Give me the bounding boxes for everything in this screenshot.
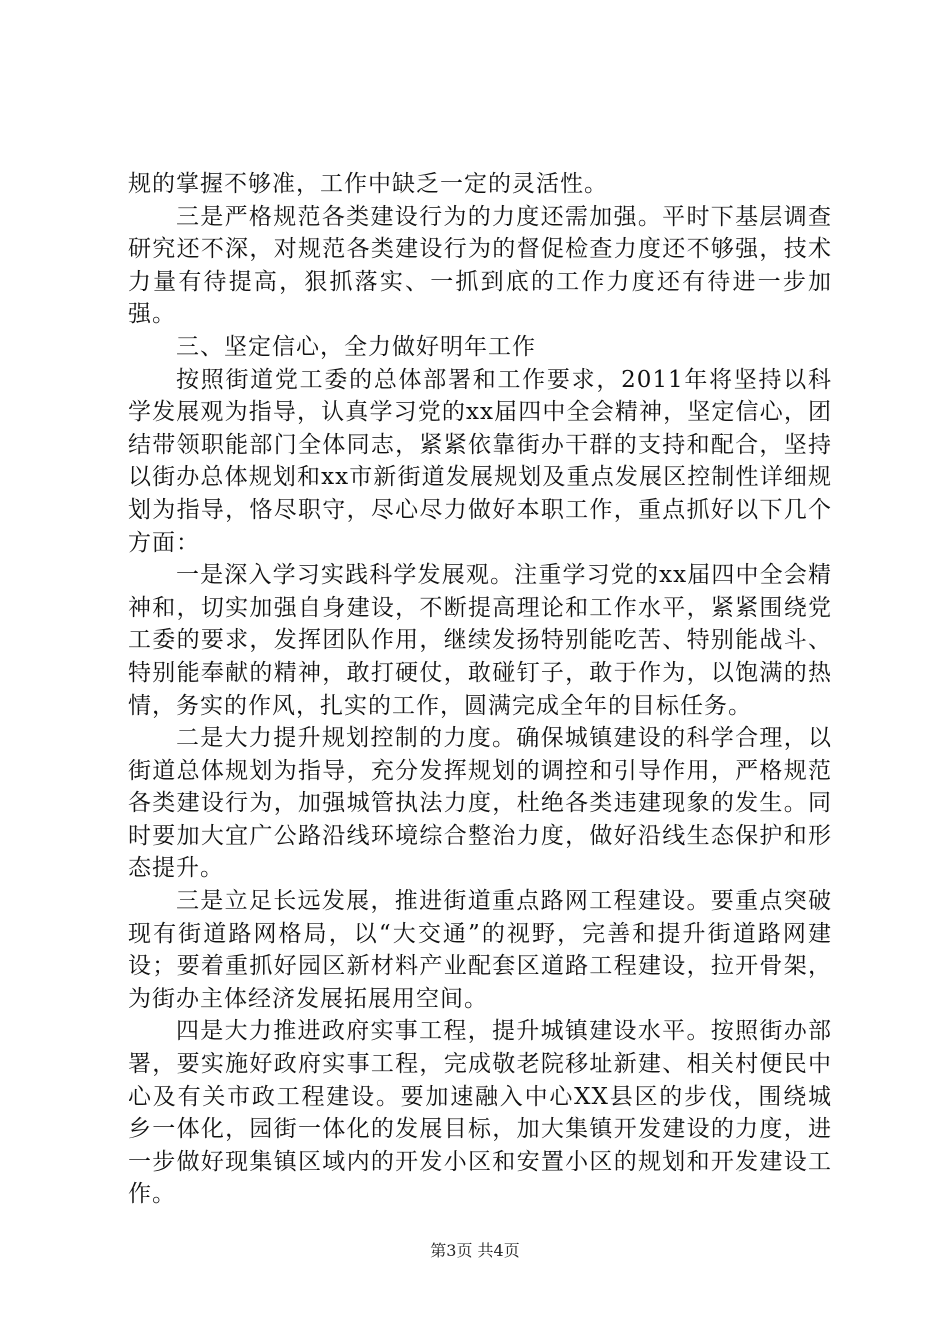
paragraph-point-four: 四是大力推进政府实事工程，提升城镇建设水平。按照街办部署，要实施好政府实事工程，完成敬老院移址新建、相关村便民中心及有关市政工程建设。要加速融入中心XX县区的步伐，围绕城乡一体化，园街一体化的发展目标，加大集镇开发建设的力度，进一步做好现集镇区域内的开发小区和安置小区的规划和开发建设工作。 bbox=[128, 1018, 832, 1208]
paragraph-issue-three: 三是严格规范各类建设行为的力度还需加强。平时下基层调查研究还不深，对规范各类建设行为的督促检查力度还不够强，技术力量有待提高，狠抓落实、一抓到底的工作力度还有待进一步加强。 bbox=[128, 203, 832, 328]
document-body bbox=[128, 168, 832, 1211]
paragraph-point-one: 一是深入学习实践科学发展观。注重学习党的xx届四中全会精神和，切实加强自身建设，不断提高理论和工作水平，紧紧围绕党工委的要求，发挥团队作用，继续发扬特别能吃苦、特别能战斗、特别能奉献的精神，敢打硬仗，敢碰钉子，敢于作为，以饱满的热情，务实的作风，扎实的工作，圆满完成全年的目标任务。 bbox=[128, 562, 832, 719]
paragraph-point-two: 二是大力提升规划控制的力度。确保城镇建设的科学合理，以街道总体规划为指导，充分发挥规划的调控和引导作用，严格规范各类建设行为，加强城管执法力度，杜绝各类违建现象的发生。同时要加大宜广公路沿线环境综合整治力度，做好沿线生态保护和形态提升。 bbox=[128, 725, 832, 882]
page-footer: 第3页 共4页 bbox=[430, 1241, 520, 1260]
paragraph-continuation: 规的掌握不够准，工作中缺乏一定的灵活性。 bbox=[128, 171, 608, 197]
paragraph-plan-intro: 按照街道党工委的总体部署和工作要求，2011年将坚持以科学发展观为指导，认真学习党的xx届四中全会精神，坚定信心，团结带领职能部门全体同志，紧紧依靠街办干群的支持和配合，坚持以街办总体规划和xx市新街道发展规划及重点发展区控制性详细规划为指导，恪尽职守，尽心尽力做好本职工作，重点抓好以下几个方面： bbox=[128, 366, 832, 556]
section-heading: 三、坚定信心，全力做好明年工作 bbox=[176, 333, 536, 360]
paragraph-point-three: 三是立足长远发展，推进街道重点路网工程建设。要重点突破现有街道路网格局，以“大交通”的视野，完善和提升街道路网建设；要着重抓好园区新材料产业配套区道路工程建设，拉开骨架，为街办主体经济发展拓展用空间。 bbox=[128, 888, 832, 1012]
